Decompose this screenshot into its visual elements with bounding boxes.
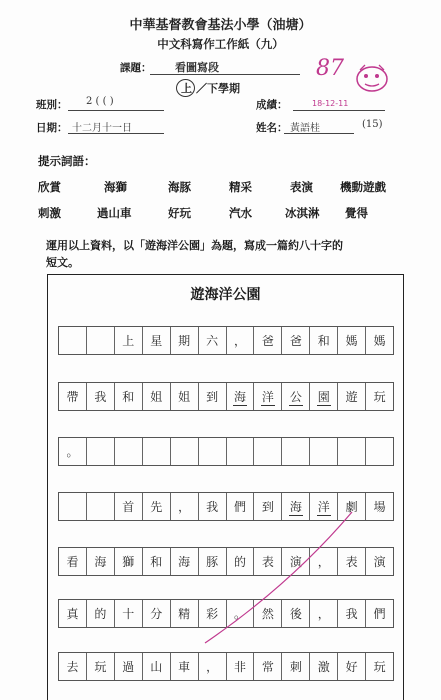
composition-cell <box>310 653 338 680</box>
composition-cell <box>310 548 338 575</box>
composition-char: 精 <box>178 607 191 621</box>
composition-cell <box>227 383 255 410</box>
composition-cell <box>171 653 199 680</box>
composition-cell <box>143 383 171 410</box>
composition-cell <box>199 493 227 520</box>
composition-char: 看 <box>66 555 79 569</box>
grade-date: 18-12-11 <box>312 99 349 108</box>
composition-cell <box>366 327 393 354</box>
composition-row <box>58 652 394 681</box>
composition-cell <box>310 438 338 465</box>
composition-cell <box>338 653 366 680</box>
composition-char: 姐 <box>150 390 163 404</box>
composition-cell <box>143 327 171 354</box>
composition-char: 和 <box>150 555 163 569</box>
composition-cell <box>171 438 199 465</box>
composition-cell <box>310 327 338 354</box>
composition-cell <box>115 600 143 627</box>
grade-label: 成績： <box>256 99 288 111</box>
composition-cell <box>115 383 143 410</box>
composition-char: ， <box>317 607 330 621</box>
composition-cell <box>199 548 227 575</box>
composition-cell <box>59 383 87 410</box>
composition-cell <box>366 383 393 410</box>
composition-cell <box>115 327 143 354</box>
composition-char: 玩 <box>373 660 386 674</box>
composition-cell <box>87 548 115 575</box>
composition-cell <box>199 600 227 627</box>
word-bank-item: 汽水 <box>229 206 252 220</box>
composition-cell <box>254 438 282 465</box>
composition-cell <box>59 438 87 465</box>
composition-char: 去 <box>66 660 79 674</box>
composition-char: 期 <box>178 334 191 348</box>
composition-cell <box>143 548 171 575</box>
word-bank-item: 刺激 <box>38 206 61 220</box>
composition-char: ， <box>317 555 330 569</box>
composition-cell <box>282 383 310 410</box>
composition-char: ， <box>206 660 219 674</box>
composition-cell <box>227 327 255 354</box>
composition-char: 首 <box>122 500 135 514</box>
composition-cell <box>87 438 115 465</box>
composition-cell <box>254 493 282 520</box>
composition-char: 媽 <box>345 334 358 348</box>
composition-char: 我 <box>94 390 107 404</box>
composition-row <box>58 547 394 576</box>
composition-char: 常 <box>261 660 274 674</box>
composition-char: 洋 <box>317 499 330 514</box>
composition-cell <box>366 653 393 680</box>
composition-char: 獅 <box>122 555 135 569</box>
composition-char: 我 <box>345 607 358 621</box>
composition-cell <box>171 548 199 575</box>
composition-char: 刺 <box>289 660 302 674</box>
composition-char: 劇 <box>345 500 358 514</box>
teacher-stamp-icon <box>352 60 392 98</box>
composition-cell <box>338 327 366 354</box>
composition-cell <box>310 493 338 520</box>
instructions-line-1: 運用以上資料，以「遊海洋公園」為題，寫成一篇約八十字的 <box>46 239 343 252</box>
class-label: 班別： <box>36 99 68 111</box>
composition-cell <box>87 383 115 410</box>
word-bank-item: 海豚 <box>168 180 191 194</box>
composition-cell <box>199 653 227 680</box>
composition-cell <box>143 438 171 465</box>
composition-char: 的 <box>233 555 246 569</box>
term-circled: 上 <box>181 82 192 95</box>
composition-cell <box>87 493 115 520</box>
composition-cell <box>115 493 143 520</box>
composition-char: 爸 <box>261 334 274 348</box>
composition-cell <box>338 438 366 465</box>
word-bank-item: 覺得 <box>345 206 368 220</box>
composition-cell <box>227 548 255 575</box>
name-underline <box>284 133 354 134</box>
composition-char: 上 <box>122 334 135 348</box>
composition-char: 豚 <box>206 555 219 569</box>
composition-char: 過 <box>122 660 135 674</box>
composition-row <box>58 326 394 355</box>
term-rest: ／下學期 <box>196 82 240 95</box>
word-bank-item: 過山車 <box>97 206 132 220</box>
composition-char: 山 <box>150 660 163 674</box>
composition-cell <box>366 438 393 465</box>
composition-cell <box>282 548 310 575</box>
composition-char: 和 <box>122 390 135 404</box>
composition-char: 先 <box>150 500 163 514</box>
composition-cell <box>254 383 282 410</box>
composition-char: 彩 <box>206 607 219 621</box>
word-bank-item: 冰淇淋 <box>285 206 320 220</box>
composition-cell <box>227 653 255 680</box>
worksheet-title: 中文科寫作工作紙（九） <box>157 37 284 51</box>
class-underline <box>68 110 164 111</box>
composition-char: 非 <box>233 660 246 674</box>
composition-row <box>58 437 394 466</box>
composition-char: 好 <box>345 660 358 674</box>
date-label: 日期： <box>36 122 68 134</box>
composition-cell <box>199 383 227 410</box>
composition-cell <box>87 600 115 627</box>
name-value: 黃語桂 <box>290 123 320 134</box>
composition-cell <box>338 600 366 627</box>
composition-char: 公 <box>289 389 302 404</box>
composition-char: 真 <box>66 607 79 621</box>
composition-cell <box>366 493 393 520</box>
composition-cell <box>254 600 282 627</box>
class-value: 2 ( ( ) <box>86 96 114 107</box>
composition-cell <box>310 383 338 410</box>
school-name: 中華基督教會基法小學（油塘） <box>129 18 312 33</box>
composition-char: 星 <box>150 334 163 348</box>
word-bank-item: 好玩 <box>168 206 191 220</box>
date-value: 十二月十一日 <box>72 123 132 134</box>
composition-char: 海 <box>289 499 302 514</box>
composition-char: 帶 <box>66 390 79 404</box>
composition-cell <box>254 327 282 354</box>
composition-cell <box>254 653 282 680</box>
word-bank-item: 欣賞 <box>38 180 61 194</box>
word-bank-label: 提示詞語： <box>38 154 96 168</box>
name-label: 姓名： <box>256 122 288 134</box>
composition-cell <box>199 327 227 354</box>
composition-char: 園 <box>317 389 330 404</box>
composition-cell <box>115 653 143 680</box>
composition-char: ， <box>178 500 191 514</box>
word-bank-item: 精采 <box>229 180 252 194</box>
composition-char: 姐 <box>178 390 191 404</box>
composition-cell <box>59 327 87 354</box>
composition-cell <box>227 438 255 465</box>
composition-char: 玩 <box>373 390 386 404</box>
composition-cell <box>143 653 171 680</box>
composition-cell <box>59 548 87 575</box>
topic-value: 看圖寫段 <box>175 61 219 74</box>
composition-char: 海 <box>94 555 107 569</box>
composition-char: 後 <box>289 607 302 621</box>
composition-cell <box>254 548 282 575</box>
composition-cell <box>115 438 143 465</box>
composition-cell <box>227 493 255 520</box>
composition-char: 到 <box>261 500 274 514</box>
composition-char: 到 <box>206 390 219 404</box>
word-bank-item: 機動遊戲 <box>340 180 386 194</box>
composition-cell <box>171 493 199 520</box>
composition-char: 車 <box>178 660 191 674</box>
composition-char: 六 <box>206 334 219 348</box>
composition-char: 我 <box>206 500 219 514</box>
composition-title: 遊海洋公園 <box>190 287 261 303</box>
grade-underline <box>293 110 385 111</box>
composition-char: 們 <box>233 500 246 514</box>
composition-row <box>58 492 394 521</box>
composition-cell <box>115 548 143 575</box>
composition-cell <box>199 438 227 465</box>
composition-cell <box>282 653 310 680</box>
composition-cell <box>59 493 87 520</box>
composition-cell <box>338 548 366 575</box>
composition-cell <box>282 327 310 354</box>
topic-label: 課題： <box>120 62 152 74</box>
composition-char: 爸 <box>289 334 302 348</box>
instructions-line-2: 短文。 <box>46 256 79 269</box>
composition-cell <box>87 327 115 354</box>
composition-cell <box>338 493 366 520</box>
composition-cell <box>171 600 199 627</box>
composition-cell <box>171 383 199 410</box>
composition-char: 媽 <box>373 334 386 348</box>
composition-cell <box>143 493 171 520</box>
composition-char: 十 <box>122 607 135 621</box>
composition-char: 然 <box>261 607 274 621</box>
composition-char: 表 <box>261 555 274 569</box>
composition-char: 演 <box>373 555 386 569</box>
composition-cell <box>338 383 366 410</box>
composition-row <box>58 382 394 411</box>
composition-char: 們 <box>373 607 386 621</box>
composition-cell <box>87 653 115 680</box>
composition-cell <box>366 548 393 575</box>
composition-cell <box>227 600 255 627</box>
composition-cell <box>310 600 338 627</box>
name-number: (15) <box>362 119 383 130</box>
composition-char: 演 <box>289 555 302 569</box>
composition-char: 和 <box>317 334 330 348</box>
topic-underline <box>150 74 300 75</box>
composition-char: 遊 <box>345 390 358 404</box>
composition-char: ， <box>233 334 246 348</box>
composition-char: 的 <box>94 607 107 621</box>
composition-char: 洋 <box>261 389 274 404</box>
composition-char: 玩 <box>94 660 107 674</box>
composition-char: 場 <box>373 500 386 514</box>
word-bank-item: 表演 <box>290 180 313 194</box>
composition-cell <box>282 493 310 520</box>
date-underline <box>68 133 164 134</box>
composition-cell <box>366 600 393 627</box>
composition-row <box>58 599 394 628</box>
composition-cell <box>143 600 171 627</box>
composition-cell <box>282 600 310 627</box>
teacher-score: 87 <box>316 56 344 81</box>
composition-cell <box>171 327 199 354</box>
composition-char: 表 <box>345 555 358 569</box>
composition-cell <box>59 600 87 627</box>
composition-char: 。 <box>66 445 79 459</box>
composition-char: 分 <box>150 607 163 621</box>
composition-cell <box>59 653 87 680</box>
composition-char: 海 <box>233 389 246 404</box>
composition-char: 。 <box>233 607 246 621</box>
word-bank-item: 海獅 <box>104 180 127 194</box>
composition-cell <box>282 438 310 465</box>
composition-char: 激 <box>317 660 330 674</box>
composition-char: 海 <box>178 555 191 569</box>
